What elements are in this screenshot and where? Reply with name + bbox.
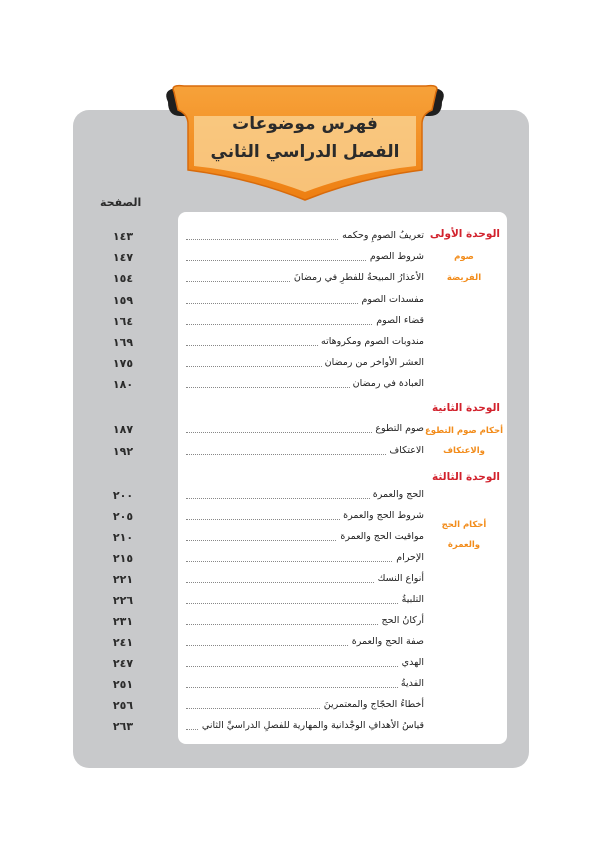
toc-page-number: ١٤٧ <box>112 251 134 264</box>
unit-subheading-2b: والاعتكاف <box>443 446 485 456</box>
toc-entry[interactable]: مواقيت الحج والعمرة <box>186 529 424 547</box>
unit-subheading-3b: والعمرة <box>447 540 481 550</box>
toc-entry[interactable]: قياسُ الأهدافِ الوجْدانية والمهارية للفصلِ الدراسيِّ الثاني <box>186 718 424 736</box>
banner-title-line2: الفصل الدراسي الثاني <box>210 142 400 162</box>
toc-page-number: ١٤٣ <box>112 230 134 243</box>
page-column-header: الصفحة <box>100 196 142 209</box>
toc-page-number: ١٨٠ <box>112 378 134 391</box>
toc-entry[interactable]: صوم التطوع <box>186 421 424 439</box>
title-banner <box>160 80 450 205</box>
toc-page-number: ١٩٢ <box>112 445 134 458</box>
unit-heading-3: الوحدة الثالثة <box>432 471 500 483</box>
toc-entry[interactable]: الاعتكاف <box>186 443 424 461</box>
toc-page-number: ١٦٩ <box>112 336 134 349</box>
toc-page-number: ١٥٩ <box>112 294 134 307</box>
toc-page-number: ٢٠٥ <box>112 510 134 523</box>
toc-entry[interactable]: العشر الأواخر من رمضان <box>186 355 424 373</box>
toc-page-number: ٢١٥ <box>112 552 134 565</box>
toc-page-number: ١٧٥ <box>112 357 134 370</box>
toc-entry[interactable]: التلبيةُ <box>186 592 424 610</box>
toc-entry[interactable]: الهدي <box>186 655 424 673</box>
toc-entry[interactable]: أركانُ الحج <box>186 613 424 631</box>
toc-entry[interactable]: شروط الصوم <box>186 249 424 267</box>
unit-subheading-2a: أحكام صوم التطوع <box>424 426 504 436</box>
toc-page-number: ٢٥٦ <box>112 699 134 712</box>
toc-page-number: ٢٢١ <box>112 573 134 586</box>
toc-entry[interactable]: مندوبات الصوم ومكروهاته <box>186 334 424 352</box>
toc-entry[interactable]: العبادة في رمضان <box>186 376 424 394</box>
toc-entry[interactable]: شروط الحج والعمرة <box>186 508 424 526</box>
unit-subheading-3a: أحكام الحج <box>441 520 487 530</box>
toc-page-number: ١٦٤ <box>112 315 134 328</box>
toc-page-number: ٢٤٧ <box>112 657 134 670</box>
toc-entry[interactable]: مفسدات الصوم <box>186 292 424 310</box>
toc-page-number: ١٨٧ <box>112 423 134 436</box>
toc-entry[interactable]: الفديةُ <box>186 676 424 694</box>
toc-page-number: ١٥٤ <box>112 272 134 285</box>
toc-page-number: ٢٣١ <box>112 615 134 628</box>
toc-entry[interactable]: أخطاءُ الحجّاج والمعتمرينَ <box>186 697 424 715</box>
unit-subheading-1b: الفريضة <box>446 273 482 283</box>
toc-page-number: ٢٥١ <box>112 678 134 691</box>
unit-heading-1: الوحدة الأولى <box>429 228 500 240</box>
toc-page-number: ٢٢٦ <box>112 594 134 607</box>
unit-subheading-1a: صوم <box>454 252 474 262</box>
unit-heading-2: الوحدة الثانية <box>432 402 500 414</box>
toc-entry[interactable]: أنواع النسك <box>186 571 424 589</box>
toc-entry[interactable]: الإحرام <box>186 550 424 568</box>
toc-page-number: ٢١٠ <box>112 531 134 544</box>
toc-page-number: ٢٤١ <box>112 636 134 649</box>
toc-entry[interactable]: قضاء الصوم <box>186 313 424 331</box>
toc-page-number: ٢٠٠ <box>112 489 134 502</box>
toc-entry[interactable]: صفة الحج والعمرة <box>186 634 424 652</box>
toc-entry[interactable]: الحج والعمرة <box>186 487 424 505</box>
toc-entry[interactable]: تعريفُ الصومِ وحكمه <box>186 228 424 246</box>
toc-entry[interactable]: الأعذارُ المبيحةُ للفطرِ في رمضانَ <box>186 270 424 288</box>
toc-page-number: ٢٦٣ <box>112 720 134 733</box>
banner-title-line1: فهرس موضوعات <box>232 114 378 134</box>
